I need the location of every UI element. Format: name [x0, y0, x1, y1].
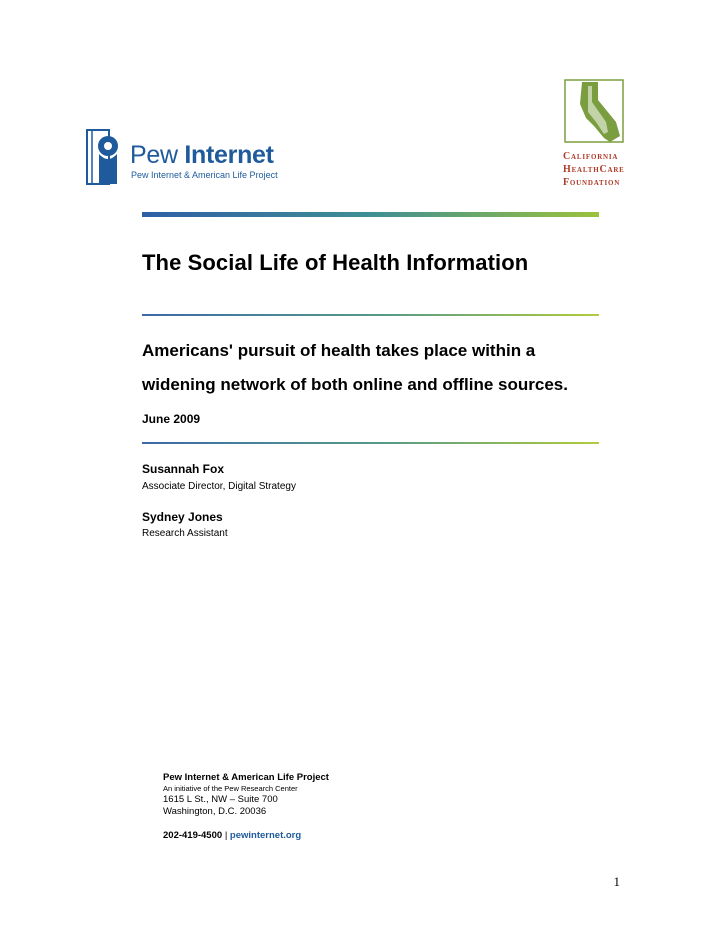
footer-phone: 202-419-4500 — [163, 830, 223, 841]
footer-address-line-1: 1615 L St., NW – Suite 700 — [163, 794, 278, 805]
author-name: Susannah Fox — [142, 462, 225, 476]
pew-internet-logo — [86, 128, 286, 188]
footer-separator: | — [224, 830, 228, 841]
pew-wordmark — [130, 142, 274, 168]
chcf-line-1: California — [563, 151, 619, 162]
pew-tagline: Pew Internet & American Life Project — [131, 170, 278, 180]
header-divider — [142, 212, 599, 217]
footer-website-link[interactable]: pewinternet.org — [229, 830, 302, 841]
chcf-logo — [560, 78, 640, 190]
author-name: Sydney Jones — [142, 510, 223, 524]
chcf-name — [563, 150, 641, 189]
date-divider — [142, 442, 599, 444]
chcf-line-2: HealthCare — [563, 164, 625, 175]
publisher-footer — [163, 772, 413, 841]
footer-address-line-2: Washington, D.C. 20036 — [163, 806, 267, 817]
california-map-icon — [564, 78, 626, 144]
page-number: 1 — [613, 874, 620, 889]
pew-word-1: Pew — [130, 141, 178, 169]
report-subtitle: Americans' pursuit of health takes place within a widening network of both online and offline sources. — [142, 341, 568, 394]
footer-org-name: Pew Internet & American Life Project — [163, 772, 329, 783]
author-role: Research Assistant — [142, 528, 228, 539]
footer-initiative: An initiative of the Pew Research Center — [163, 784, 298, 793]
pew-person-icon — [86, 128, 122, 186]
report-date: June 2009 — [142, 412, 201, 426]
author-role: Associate Director, Digital Strategy — [142, 481, 296, 492]
report-title: The Social Life of Health Information — [142, 250, 529, 275]
footer-contact — [163, 830, 413, 841]
title-divider — [142, 314, 599, 316]
chcf-line-3: Foundation — [563, 177, 621, 188]
pew-word-2: Internet — [184, 141, 274, 169]
